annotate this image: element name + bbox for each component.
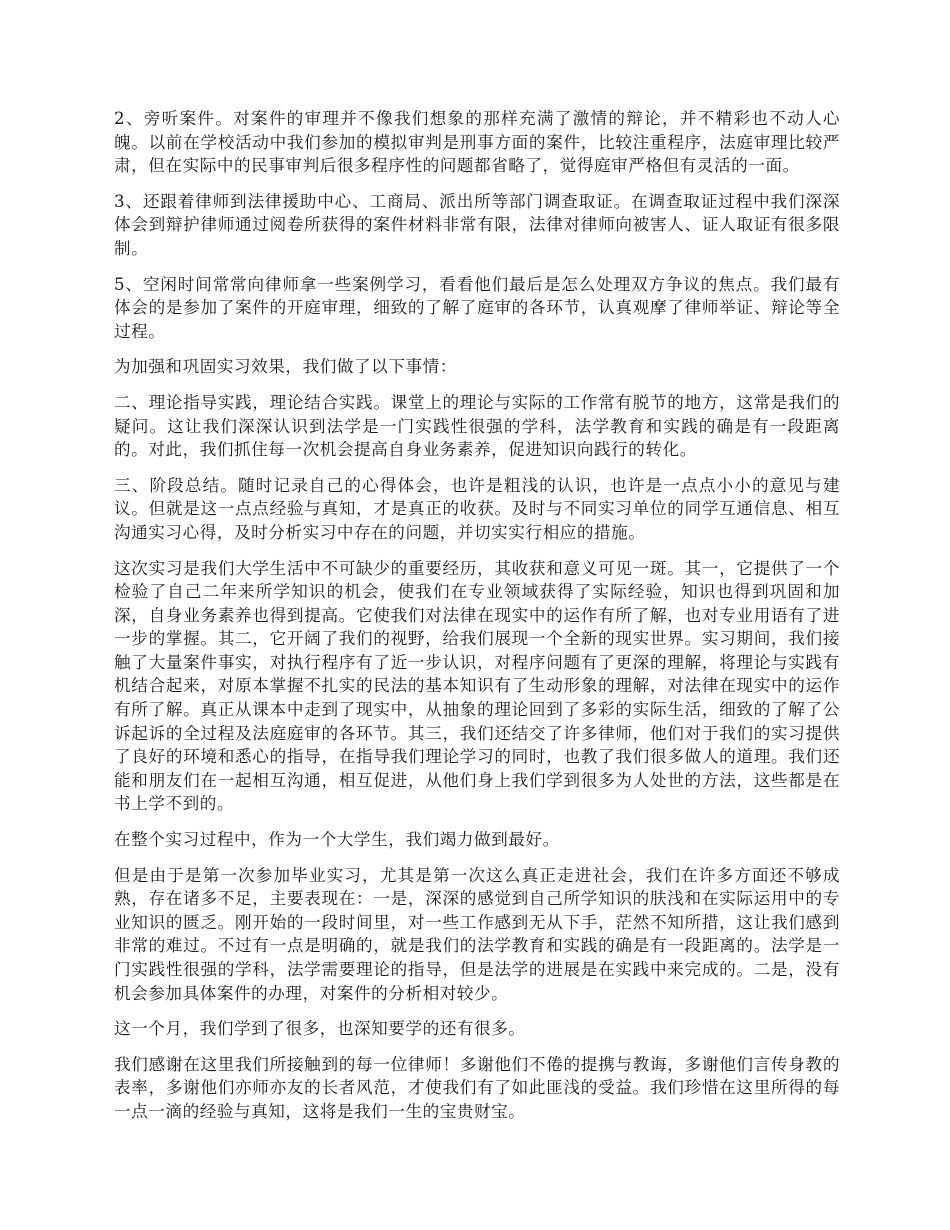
paragraph-internship-value: 这次实习是我们大学生活中不可缺少的重要经历，其收获和意义可见一斑。其一，它提供了一个检验了自己二年来所学知识的机会，使我们在专业领域获得了实际经验，知识也得到巩固和加深，自身业务素养也得到提高。它使我们对法律在现实中的运作有所了解，也对专业用语有了进一步的掌握。其二，它开阔了我们的视野，给我们展现一个全新的现实世界。实习期间，我们接触了大量案件事实，对执行程序有了近一步认识，对程序问题有了更深的理解，将理论与实践有机结合起来，对原本掌握不扎实的民法的基本知识有了生动形象的理解，对法律在现实中的运作有所了解。真正从课本中走到了现实中，从抽象的理论回到了多彩的实际生活，细致的了解了公诉起诉的全过程及法庭庭审的各环节。其三，我们还结交了许多律师，他们对于我们的实习提供了良好的环境和悉心的指导，在指导我们理论学习的同时，也教了我们很多做人的道理。我们还能和朋友们在一起相互沟通，相互促进，从他们身上我们学到很多为人处世的方法，这些都是在书上学不到的。 — [114, 558, 840, 814]
paragraph-gratitude: 我们感谢在这里我们所接触到的每一位律师！多谢他们不倦的提携与教诲，多谢他们言传身教的表率，多谢他们亦师亦友的长者风范，才使我们有了如此匪浅的受益。我们珍惜在这里所得的每一点一滴的经验与真知，这将是我们一生的宝贵财宝。 — [114, 1054, 840, 1121]
paragraph-stage-summary: 三、阶段总结。随时记录自己的心得体会，也许是粗浅的认识，也许是一点点小小的意见与建议。但就是这一点点经验与真知，才是真正的收获。及时与不同实习单位的同学互通信息、相互沟通实习心得，及时分析实习中存在的问题，并切实实行相应的措施。 — [114, 475, 840, 542]
paragraph-shortcomings: 但是由于是第一次参加毕业实习，尤其是第一次这么真正走进社会，我们在许多方面还不够成熟，存在诸多不足，主要表现在：一是，深深的感觉到自己所学知识的肤浅和在实际运用中的专业知识的匮乏。刚开始的一段时间里，对一些工作感到无从下手，茫然不知所措，这让我们感到非常的难过。不过有一点是明确的，就是我们的法学教育和实践的确是有一段距离的。法学是一门实践性很强的学科，法学需要理论的指导，但是法学的进展是在实践中来完成的。二是，没有机会参加具体案件的办理，对案件的分析相对较少。 — [114, 865, 840, 1003]
paragraph-month-reflection: 这一个月，我们学到了很多，也深知要学的还有很多。 — [114, 1019, 526, 1039]
paragraph-evidence-collection: 3、还跟着律师到法律援助中心、工商局、派出所等部门调查取证。在调查取证过程中我们深深体会到辩护律师通过阅卷所获得的案件材料非常有限，法律对律师向被害人、证人取证有很多限制。 — [114, 191, 840, 258]
paragraph-best-effort: 在整个实习过程中，作为一个大学生，我们竭力做到最好。 — [114, 830, 560, 850]
paragraph-consolidation-intro: 为加强和巩固实习效果，我们做了以下事情： — [114, 357, 457, 377]
paragraph-case-study: 5、空闲时间常常向律师拿一些案例学习，看看他们最后是怎么处理双方争议的焦点。我们最有体会的是参加了案件的开庭审理，细致的了解了庭审的各环节，认真观摩了律师举证、辩论等全过程。 — [114, 274, 840, 341]
paragraph-court-observation: 2、旁听案件。对案件的审理并不像我们想象的那样充满了激情的辩论，并不精彩也不动人心魄。以前在学校活动中我们参加的模拟审判是刑事方面的案件，比较注重程序，法庭审理比较严肃，但在实际中的民事审判后很多程序性的问题都省略了，觉得庭审严格但有灵活的一面。 — [114, 109, 840, 176]
document-body — [114, 107, 840, 1136]
paragraph-theory-practice: 二、理论指导实践，理论结合实践。课堂上的理论与实际的工作常有脱节的地方，这常是我们的疑问。这让我们深深认识到法学是一门实践性很强的学科，法学教育和实践的确是有一段距离的。对此，我们抓住每一次机会提高自身业务素养，促进知识向践行的转化。 — [114, 392, 840, 460]
